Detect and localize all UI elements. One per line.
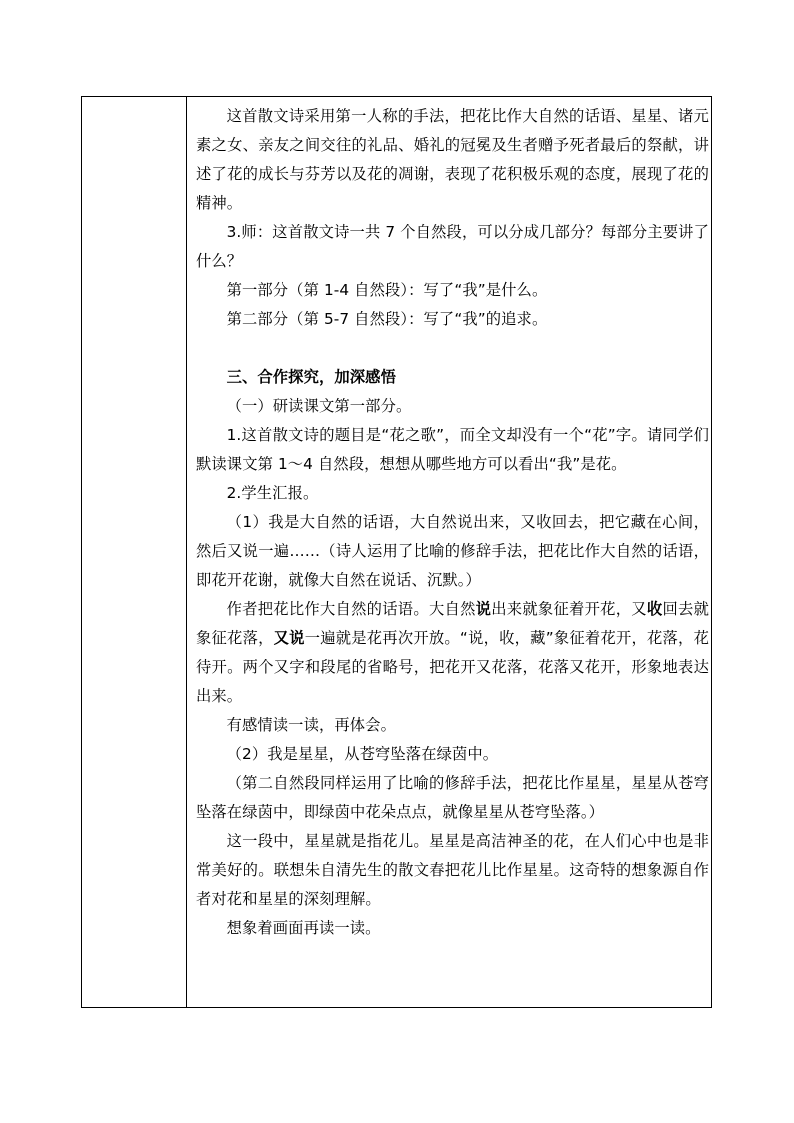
paragraph-task-one: 1.这首散文诗的题目是“花之歌”，而全文却没有一个“花”字。请同学们默读课文第 1～4 自然段，想想从哪些地方可以看出“我”是花。 xyxy=(196,426,709,473)
paragraph-read-again: 有感情读一读，再体会。 xyxy=(226,716,396,734)
paragraph-report-two: （2）我是星星，从苍穹坠落在绿茵中。 xyxy=(226,745,499,763)
paragraph-task-two: 2.学生汇报。 xyxy=(226,484,319,502)
paragraph-question: 3.师：这首散文诗一共 7 个自然段，可以分成几部分？每部分主要讲了什么？ xyxy=(196,223,709,270)
paragraph-part-one: 第一部分（第 1-4 自然段）：写了“我”是什么。 xyxy=(226,281,548,299)
analysis-text: 一遍就是花再次开放。“说，收，藏”象征着花开，花落，花待开。两个又字和段尾的省略号，把花开又花落，花落又花开，形象地表达出来。 xyxy=(196,629,709,705)
paragraph-subsection: （一）研读课文第一部分。 xyxy=(226,397,412,415)
paragraph-part-two: 第二部分（第 5-7 自然段）：写了“我”的追求。 xyxy=(226,310,548,328)
paragraph-stars: 这一段中，星星就是指花儿。星星是高洁神圣的花，在人们心中也是非常美好的。联想朱自清先生的散文春把花儿比作星星。这奇特的想象源自作者对花和星星的深刻理解。 xyxy=(196,832,709,908)
blank-line xyxy=(196,334,709,363)
analysis-text: 回去就象征花落， xyxy=(196,600,709,647)
paragraph-analysis xyxy=(196,595,709,711)
table-left-cell xyxy=(82,97,187,1007)
paragraph-imagine: 想象着画面再读一读。 xyxy=(226,919,381,937)
analysis-emphasis-say: 说 xyxy=(475,600,492,618)
lesson-content xyxy=(196,102,709,943)
lesson-table xyxy=(81,96,712,1008)
analysis-emphasis-say-again: 又说 xyxy=(273,629,305,647)
paragraph-report-one: （1）我是大自然的话语，大自然说出来，又收回去，把它藏在心间，然后又说一遍……（诗人运用了比喻的修辞手法，把花比作大自然的话语，即花开花谢，就像大自然在说话、沉默。） xyxy=(196,513,709,589)
table-right-cell xyxy=(188,97,711,1007)
paragraph-note: （第二自然段同样运用了比喻的修辞手法，把花比作星星，星星从苍穹坠落在绿茵中，即绿茵中花朵点点，就像星星从苍穹坠落。） xyxy=(196,774,709,821)
analysis-text: 作者把花比作大自然的话语。大自然 xyxy=(226,600,476,618)
analysis-emphasis-take: 收 xyxy=(646,600,663,618)
section-heading: 三、合作探究，加深感悟 xyxy=(226,368,396,386)
analysis-text: 出来就象征着开花，又 xyxy=(491,600,647,618)
paragraph-summary: 这首散文诗采用第一人称的手法，把花比作大自然的话语、星星、诸元素之女、亲友之间交往的礼品、婚礼的冠冕及生者赠予死者最后的祭献，讲述了花的成长与芬芳以及花的凋谢，表现了花积极乐观的态度，展现了花的精神。 xyxy=(196,107,709,212)
